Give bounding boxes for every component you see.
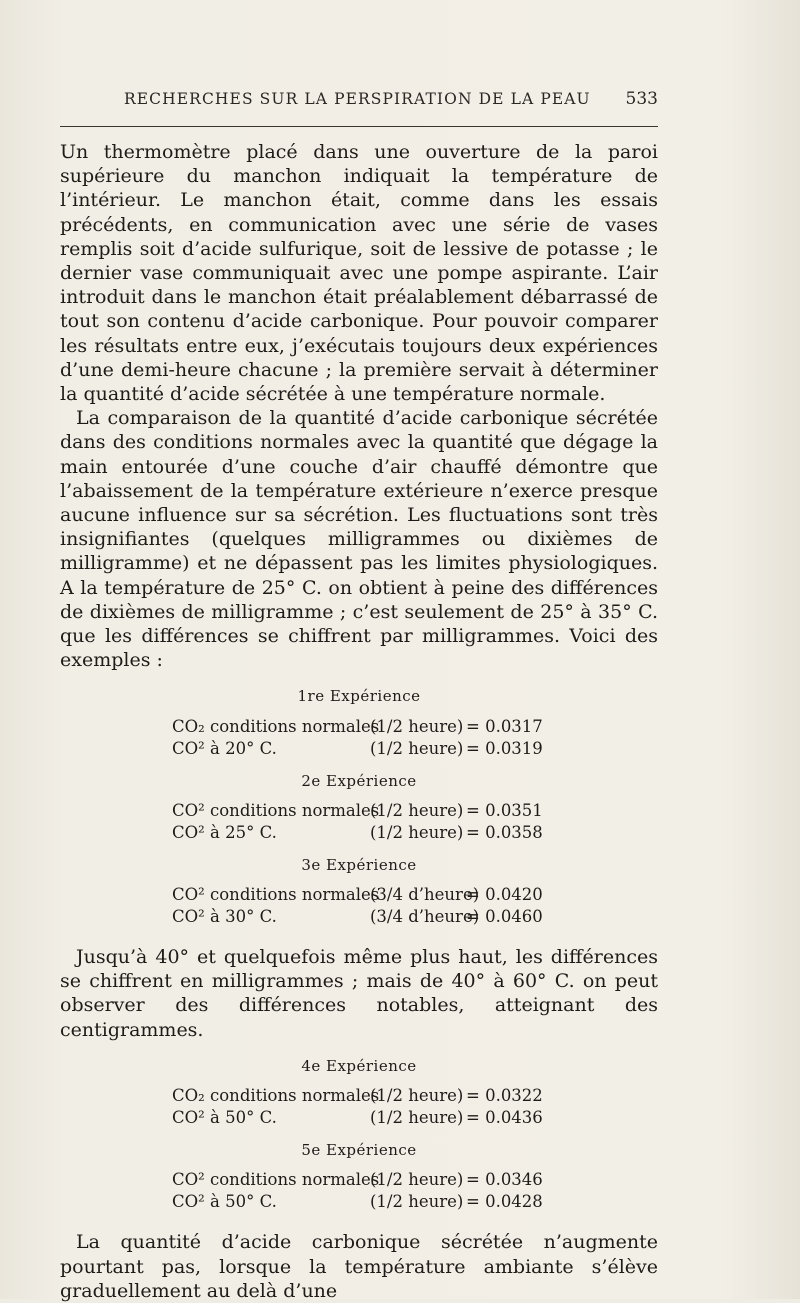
paragraph-3: Jusqu’à 40° et quelquefois même plus haut, les différences se chiffrent en milligrammes ; mais de 40° à 60° C. on peut observer des différences notables, atteignant des centigrammes. [60, 946, 658, 1041]
row-duration: (1/2 heure) [370, 738, 464, 758]
page-body [60, 140, 658, 1303]
running-title: RECHERCHES SUR LA PERSPIRATION DE LA PEAU [124, 90, 591, 108]
experience-row [60, 715, 658, 737]
experience-block [60, 1054, 658, 1128]
paragraph-1: Un thermomètre placé dans une ouverture de la paroi supérieure du manchon indiquait la température de l’intérieur. Le manchon était, comme dans les essais précédents, en communication avec une série de vases remplis soit d’acide sulfurique, soit de lessive de potasse ; le dernier vase communiquait avec une pompe aspirante. L’air introduit dans le manchon était préalablement débarrassé de tout son contenu d’acide carbonique. Pour pouvoir comparer les résultats entre eux, j’exécutais toujours deux expériences d’une demi-heure chacune ; la première servait à déterminer la quantité d’acide sécrétée à une température normale. [60, 141, 658, 406]
row-value: = 0.0317 [466, 716, 543, 736]
page-number: 533 [625, 89, 658, 109]
paragraph-2: La comparaison de la quantité d’acide carbonique sécrétée dans des conditions normales avec la quantité que dégage la main entourée d’une couche d’air chauffé démontre que l’abaissement de la température extérieure n’exerce presque aucune influence sur sa sécrétion. Les fluctuations sont très insignifiantes (quelques milligrammes ou dixièmes de milligramme) et ne dépassent pas les limites physiologiques. A la température de 25° C. on obtient à peine des différences de dixièmes de milligramme ; c’est seulement de 25° à 35° C. que les différences se chiffrent par milligrammes. Voici des exemples : [60, 407, 658, 672]
experience-row [60, 1106, 658, 1128]
row-duration: (1/2 heure) [370, 1192, 464, 1212]
experience-row [60, 1084, 658, 1106]
experience-row [60, 1168, 658, 1190]
experience-title: 3e Expérience [301, 855, 417, 874]
row-label: CO² à 25° C. [172, 822, 277, 842]
row-value: = 0.0358 [466, 822, 543, 842]
row-label: CO² à 50° C. [172, 1192, 277, 1212]
experience-row [60, 799, 658, 821]
row-value: = 0.0346 [466, 1170, 543, 1190]
row-duration: (1/2 heure) [370, 716, 464, 736]
row-label: CO² à 50° C. [172, 1108, 277, 1128]
row-label: CO² à 20° C. [172, 738, 277, 758]
row-duration: (3/4 d’heure) [370, 885, 480, 905]
row-duration: (1/2 heure) [370, 800, 464, 820]
experience-title: 5e Expérience [301, 1141, 417, 1160]
paragraph-4: La quantité d’acide carbonique sécrétée n’augmente pourtant pas, lorsque la température ambiante s’élève graduellement au delà d’une [60, 1231, 658, 1302]
row-label: CO² conditions normales [172, 1170, 380, 1190]
row-duration: (3/4 d’heure) [370, 907, 480, 927]
row-duration: (1/2 heure) [370, 1086, 464, 1106]
experience-title: 1re Expérience [297, 687, 421, 706]
experience-block [60, 769, 658, 843]
row-label: CO² à 30° C. [172, 907, 277, 927]
row-value: = 0.0351 [466, 800, 543, 820]
header-rule [60, 126, 658, 127]
row-label: CO₂ conditions normales [172, 1086, 380, 1106]
row-label: CO² conditions normales [172, 885, 380, 905]
experience-block [60, 853, 658, 927]
experience-title: 4e Expérience [301, 1056, 417, 1075]
experience-block [60, 684, 658, 758]
row-value: = 0.0428 [466, 1192, 543, 1212]
experience-row [60, 737, 658, 759]
experience-row [60, 883, 658, 905]
row-value: = 0.0319 [466, 738, 543, 758]
experience-block [60, 1138, 658, 1212]
row-duration: (1/2 heure) [370, 1170, 464, 1190]
experience-row [60, 821, 658, 843]
row-value: = 0.0420 [466, 885, 543, 905]
experience-row [60, 905, 658, 927]
row-value: = 0.0322 [466, 1086, 543, 1106]
row-label: CO₂ conditions normales [172, 716, 380, 736]
row-value: = 0.0436 [466, 1108, 543, 1128]
experience-title: 2e Expérience [301, 771, 417, 790]
row-duration: (1/2 heure) [370, 1108, 464, 1128]
experience-row [60, 1190, 658, 1212]
row-label: CO² conditions normales [172, 800, 380, 820]
page-header [110, 88, 658, 116]
row-duration: (1/2 heure) [370, 822, 464, 842]
row-value: = 0.0460 [466, 907, 543, 927]
